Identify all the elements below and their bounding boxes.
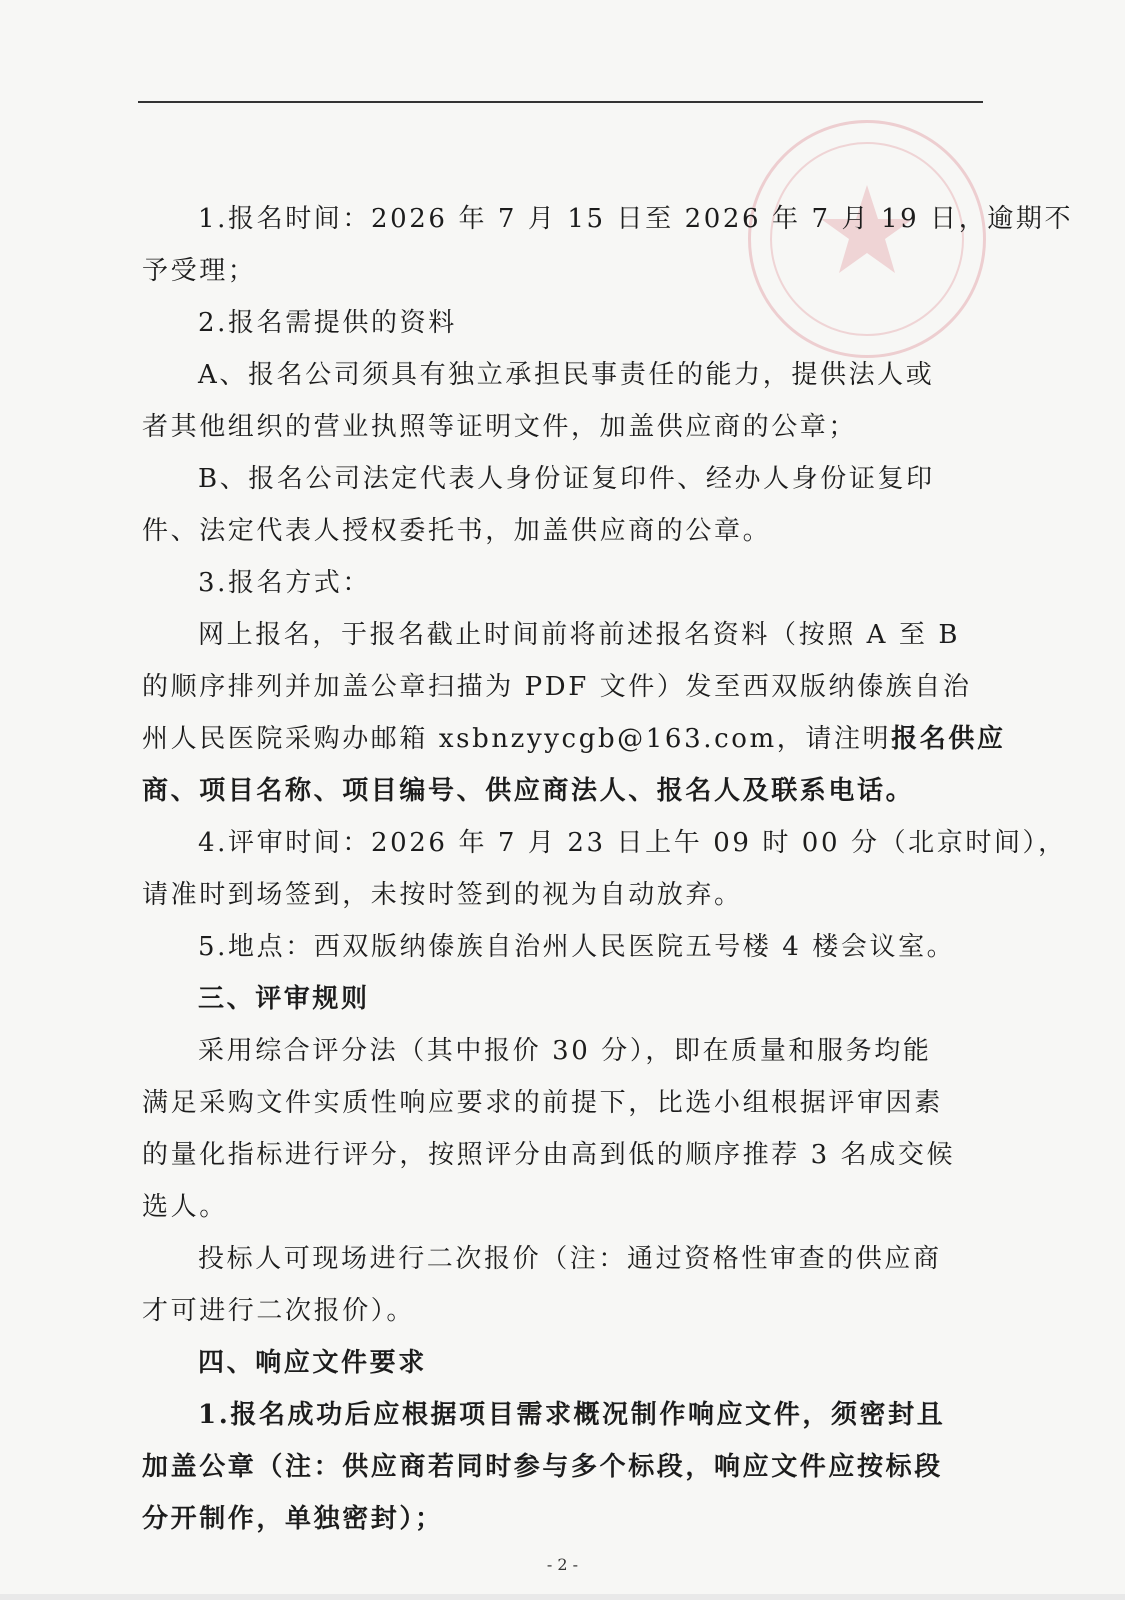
page-number: - 2 - xyxy=(546,1555,579,1574)
section-heading: 三、评审规则 xyxy=(198,984,370,1014)
text-line: 网上报名，于报名截止时间前将前述报名资料（按照 A 至 B xyxy=(198,620,961,650)
text-line: 满足采购文件实质性响应要求的前提下，比选小组根据评审因素 xyxy=(142,1088,943,1118)
text-line: 件、法定代表人授权委托书，加盖供应商的公章。 xyxy=(142,516,772,546)
section-heading: 四、响应文件要求 xyxy=(198,1348,427,1378)
bold-text: 报名供应 xyxy=(891,724,1006,754)
bold-text-line: 分开制作，单独密封）； xyxy=(142,1504,444,1534)
text-line: 采用综合评分法（其中报价 30 分），即在质量和服务均能 xyxy=(198,1036,932,1066)
text-line: 1.报名时间：2026 年 7 月 15 日至 2026 年 7 月 19 日，逾期不 xyxy=(198,204,1074,234)
bold-text-line: 商、项目名称、项目编号、供应商法人、报名人及联系电话。 xyxy=(142,776,915,806)
seal-star-icon xyxy=(751,123,983,355)
bold-text-line: 1.报名成功后应根据项目需求概况制作响应文件，须密封且 xyxy=(198,1400,946,1430)
text-line: 5.地点：西双版纳傣族自治州人民医院五号楼 4 楼会议室。 xyxy=(198,932,956,962)
text-line: 3.报名方式： xyxy=(198,568,372,598)
text-line: 4.评审时间：2026 年 7 月 23 日上午 09 时 00 分（北京时间）， xyxy=(198,828,1067,858)
text-line: 的顺序排列并加盖公章扫描为 PDF 文件）发至西双版纳傣族自治 xyxy=(142,672,972,702)
text-line: 请准时到场签到，未按时签到的视为自动放弃。 xyxy=(142,880,743,910)
text-line: 2.报名需提供的资料 xyxy=(198,308,457,338)
text-line: 的量化指标进行评分，按照评分由高到低的顺序推荐 3 名成交候 xyxy=(142,1140,956,1170)
text-line xyxy=(142,724,1006,754)
text-line: 予受理； xyxy=(142,256,257,286)
text-line: A、报名公司须具有独立承担民事责任的能力，提供法人或 xyxy=(198,360,935,390)
bold-text-line: 加盖公章（注：供应商若同时参与多个标段，响应文件应按标段 xyxy=(142,1452,943,1482)
text-line: 选人。 xyxy=(142,1192,228,1222)
text-line: 者其他组织的营业执照等证明文件，加盖供应商的公章； xyxy=(142,412,858,442)
scan-edge xyxy=(0,1594,1125,1600)
email-text: 州人民医院采购办邮箱 xsbnzyycgb@163.com，请注明 xyxy=(142,724,892,754)
text-line: 才可进行二次报价）。 xyxy=(142,1296,416,1326)
header-rule xyxy=(138,101,983,103)
text-line: 投标人可现场进行二次报价（注：通过资格性审查的供应商 xyxy=(198,1244,942,1274)
text-line: B、报名公司法定代表人身份证复印件、经办人身份证复印 xyxy=(198,464,935,494)
red-seal-icon xyxy=(748,120,986,358)
